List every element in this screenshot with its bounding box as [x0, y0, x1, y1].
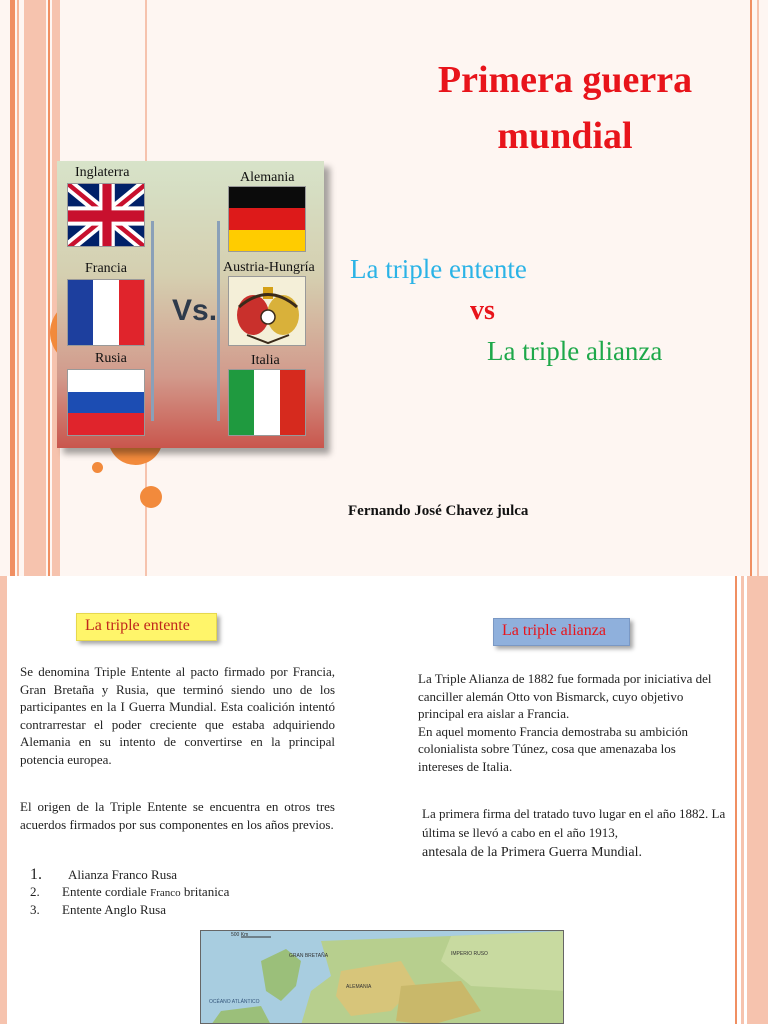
list-number: 1.: [30, 866, 42, 883]
europe-map: [200, 930, 564, 1024]
label-austria-hungria: Austria-Hungría: [223, 260, 315, 275]
slide-title-heading: [380, 52, 750, 164]
map-label: ALEMANIA: [346, 984, 372, 990]
decorative-stripe: [741, 576, 744, 1024]
list-text: Alianza Franco Rusa: [68, 867, 178, 882]
label-inglaterra: Inglaterra: [75, 165, 130, 180]
entente-paragraph-2: El origen de la Triple Entente se encuentra en otros tres acuerdos firmados por sus componentes en los años previos.: [20, 799, 335, 832]
list-text: Entente Anglo Rusa: [62, 902, 166, 917]
russia-flag: [67, 369, 145, 436]
decorative-circle: [92, 462, 103, 473]
divider-line: [217, 221, 220, 421]
author-name: Fernando José Chavez julca: [348, 503, 529, 519]
alianza-text-2: En aquel momento Francia demostraba su ambición colonialista sobre Túnez, cosa que amenazaba los intereses de Italia.: [418, 723, 689, 774]
label-francia: Francia: [85, 261, 127, 276]
title-line-1: Primera guerra: [437, 59, 693, 101]
uk-flag: [67, 183, 145, 247]
label-rusia: Rusia: [95, 351, 127, 366]
decorative-stripe: [750, 0, 752, 576]
subtitle-triple-entente: La triple entente: [350, 254, 527, 284]
entente-paragraph-1: Se denomina Triple Entente al pacto firmado por Francia, Gran Bretaña y Rusia, que terminó siendo uno de los participantes en la I Guerra Mundial. Esta coalición intentó contrarrestar el poder creciente que estaba adquiriendo Alemania en su intento de convertirse en la principal potencia europea.: [20, 664, 335, 767]
decorative-stripe: [747, 576, 768, 1024]
list-text-rest: britanica: [183, 884, 230, 899]
title-line-2: mundial: [497, 115, 633, 157]
subtitle-triple-alianza: La triple alianza: [487, 336, 663, 366]
list-text: Entente cordiale: [62, 884, 147, 899]
list-item: [30, 866, 229, 884]
decorative-stripe: [10, 0, 15, 576]
list-item: [30, 902, 229, 920]
map-label: GRAN BRETAÑA: [289, 953, 329, 959]
list-number: 2.: [30, 884, 40, 899]
decorative-stripe: [24, 0, 46, 576]
slide-content: [0, 576, 768, 1024]
label-italia: Italia: [251, 353, 280, 368]
germany-flag: [228, 186, 306, 252]
map-label: OCÉANO ATLÁNTICO: [209, 999, 260, 1005]
decorative-stripe: [0, 576, 7, 1024]
heading-triple-entente: La triple entente: [76, 613, 217, 641]
alianza-text-3: La primera firma del tratado tuvo lugar en el año 1882. La última se llevó a cabo en el año 1913,: [422, 806, 726, 840]
alianza-paragraph-2: [422, 804, 727, 862]
decorative-circle: [140, 486, 162, 508]
map-label: IMPERIO RUSO: [451, 951, 488, 957]
alianza-text-1: La Triple Alianza de 1882 fue formada por iniciativa del canciller alemán Otto von Bismarck, cuyo objetivo principal era aislar a Francia.: [418, 671, 712, 721]
label-alemania: Alemania: [240, 170, 295, 185]
subtitle-vs: vs: [470, 295, 495, 326]
versus-label: Vs.: [172, 294, 218, 327]
austria-hungary-coat-of-arms: [228, 276, 306, 346]
list-number: 3.: [30, 902, 40, 917]
map-scale: 500 Km: [231, 932, 249, 938]
decorative-stripe: [735, 576, 737, 1024]
italy-flag: [228, 369, 306, 436]
list-item: [30, 884, 229, 902]
heading-triple-alianza: La triple alianza: [493, 618, 630, 646]
list-text-small: Franco: [150, 887, 181, 899]
decorative-stripe: [17, 0, 19, 576]
france-flag: [67, 279, 145, 346]
decorative-stripe: [757, 0, 759, 576]
agreements-list: [30, 866, 229, 920]
alianza-paragraph-1: [418, 670, 723, 775]
divider-line: [151, 221, 154, 421]
decorative-stripe: [48, 0, 50, 576]
alianza-text-4: antesala de la Primera Guerra Mundial.: [422, 845, 643, 860]
flags-comparison-image: [57, 161, 324, 448]
